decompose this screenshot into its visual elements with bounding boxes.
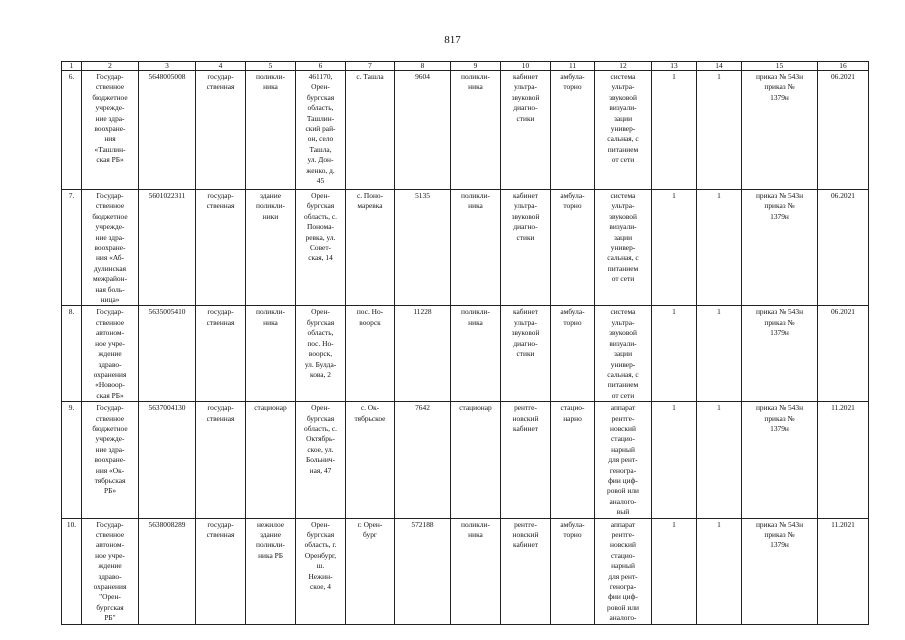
building-cell: здание поликли- ники [246,190,296,306]
count-cell: 1 [652,306,697,402]
count-cell: 1 [652,71,697,190]
col-number: 15 [742,62,818,71]
col-number: 13 [652,62,697,71]
count-cell: 1 [697,190,742,306]
address-cell: Орен- бургская область, с. Октябрь- ское, ул. Больнич- ная, 47 [296,402,346,518]
settlement-cell: с. Поно- маревка [346,190,395,306]
row-number-cell: 8. [62,306,82,402]
building-cell: стационар [246,402,296,518]
inn-cell: 5638008289 [139,518,196,624]
ownership-cell: государ- ственная [196,306,246,402]
population-cell: 11228 [395,306,451,402]
org-name-cell: Государ- ственное бюджетное учрежде- ние здра- воохране- ния «Ташлин- ская РБ» [82,71,139,190]
org-name-cell: Государ- ственное автоном- ное учре- ждение здраво- охранения "Орен- бургская РБ" [82,518,139,624]
cabinet-cell: рентге- новский кабинет [501,518,551,624]
col-number: 11 [551,62,595,71]
table-row [62,402,869,518]
unit-type-cell: поликли- ника [451,190,501,306]
care-mode-cell: амбула- торно [551,306,595,402]
count-cell: 1 [652,518,697,624]
equipment-cell: система ультра- звуковой визуали- зации универ- сальная, с питанием от сети [595,306,652,402]
order-cell: приказ № 543н приказ № 1379н [742,518,818,624]
org-name-cell: Государ- ственное автоном- ное учре- ждение здраво- охранения «Новоор- ская РБ» [82,306,139,402]
address-cell: 461170, Орен- бургская область, Ташлин- ский рай- он, село Ташла, ул. Дон- женко, д. 45 [296,71,346,190]
building-cell: нежилое здание поликли- ника РБ [246,518,296,624]
col-number: 12 [595,62,652,71]
count-cell: 1 [697,402,742,518]
count-cell: 1 [697,71,742,190]
unit-type-cell: поликли- ника [451,71,501,190]
building-cell: поликли- ника [246,71,296,190]
date-cell: 11.2021 [818,402,869,518]
ownership-cell: государ- ственная [196,190,246,306]
settlement-cell: с. Ок- тябрьское [346,402,395,518]
count-cell: 1 [697,306,742,402]
col-number: 9 [451,62,501,71]
address-cell: Орен- бургская область, пос. Но- воорск, ул. Булда- кова, 2 [296,306,346,402]
care-mode-cell: амбула- торно [551,71,595,190]
inn-cell: 5635005410 [139,306,196,402]
care-mode-cell: стацио- нарно [551,402,595,518]
order-cell: приказ № 543н приказ № 1379н [742,402,818,518]
row-number-cell: 6. [62,71,82,190]
cabinet-cell: рентге- новский кабинет [501,402,551,518]
col-number: 16 [818,62,869,71]
table-row [62,306,869,402]
cabinet-cell: кабинет ультра- звуковой диагно- стики [501,71,551,190]
date-cell: 11.2021 [818,518,869,624]
date-cell: 06.2021 [818,71,869,190]
count-cell: 1 [652,190,697,306]
col-number: 8 [395,62,451,71]
table-row [62,190,869,306]
inn-cell: 5648005008 [139,71,196,190]
col-number: 2 [82,62,139,71]
care-mode-cell: амбула- торно [551,190,595,306]
address-cell: Орен- бургская область, г. Оренбург, ш. Нежин- ское, 4 [296,518,346,624]
org-name-cell: Государ- ственное бюджетное учрежде- ние здра- воохране- ния «Аб- дулинская межрайон- ная боль- ница» [82,190,139,306]
building-cell: поликли- ника [246,306,296,402]
col-number: 3 [139,62,196,71]
address-cell: Орен- бургская область, с. Понома- ревка, ул. Совет- ская, 14 [296,190,346,306]
population-cell: 572188 [395,518,451,624]
equipment-cell: аппарат рентге- новский стацио- нарный для рент- геногра- фии циф- ровой или аналого- [595,518,652,624]
col-number: 4 [196,62,246,71]
col-number: 1 [62,62,82,71]
population-cell: 5135 [395,190,451,306]
page-number: 817 [444,34,461,46]
col-number: 6 [296,62,346,71]
order-cell: приказ № 543н приказ № 1379н [742,190,818,306]
care-mode-cell: амбула- торно [551,518,595,624]
row-number-cell: 7. [62,190,82,306]
settlement-cell: с. Ташла [346,71,395,190]
count-cell: 1 [697,518,742,624]
unit-type-cell: поликли- ника [451,518,501,624]
population-cell: 9604 [395,71,451,190]
date-cell: 06.2021 [818,190,869,306]
column-number-row [62,62,869,71]
table-row [62,71,869,190]
equipment-cell: система ультра- звуковой визуали- зации универ- сальная, с питанием от сети [595,71,652,190]
settlement-cell: г. Орен- бург [346,518,395,624]
inn-cell: 5637004130 [139,402,196,518]
equipment-cell: аппарат рентге- новский стацио- нарный для рент- геногра- фии циф- ровой или аналого- вый [595,402,652,518]
unit-type-cell: поликли- ника [451,306,501,402]
col-number: 7 [346,62,395,71]
order-cell: приказ № 543н приказ № 1379н [742,71,818,190]
col-number: 5 [246,62,296,71]
population-cell: 7642 [395,402,451,518]
equipment-cell: система ультра- звуковой визуали- зации универ- сальная, с питанием от сети [595,190,652,306]
cabinet-cell: кабинет ультра- звуковой диагно- стики [501,190,551,306]
ownership-cell: государ- ственная [196,518,246,624]
row-number-cell: 9. [62,402,82,518]
date-cell: 06.2021 [818,306,869,402]
ownership-cell: государ- ственная [196,71,246,190]
row-number-cell: 10. [62,518,82,624]
registry-table [61,61,869,625]
settlement-cell: пос. Но- воорск [346,306,395,402]
col-number: 14 [697,62,742,71]
table-row [62,518,869,624]
order-cell: приказ № 543н приказ № 1379н [742,306,818,402]
cabinet-cell: кабинет ультра- звуковой диагно- стики [501,306,551,402]
org-name-cell: Государ- ственное бюджетное учрежде- ние здра- воохране- ния «Ок- тябрьская РБ» [82,402,139,518]
count-cell: 1 [652,402,697,518]
col-number: 10 [501,62,551,71]
ownership-cell: государ- ственная [196,402,246,518]
unit-type-cell: стационар [451,402,501,518]
inn-cell: 5601022311 [139,190,196,306]
